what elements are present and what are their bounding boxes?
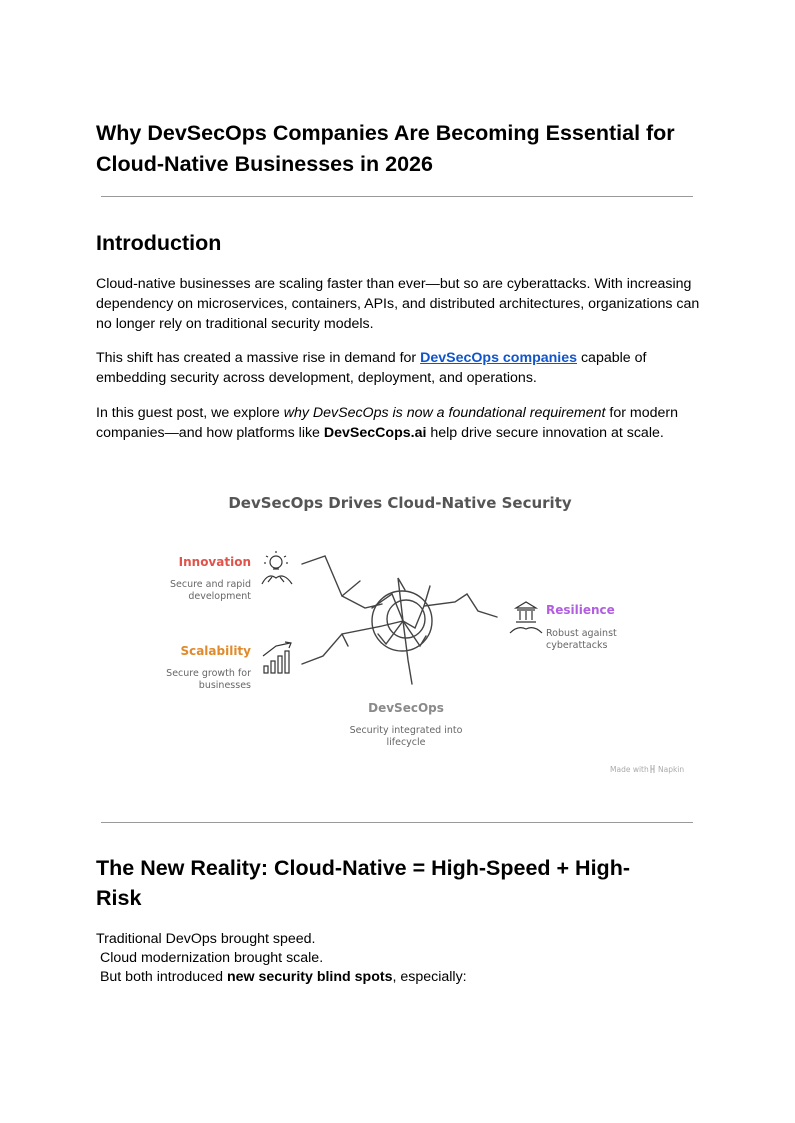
intro-paragraph-3 [96, 403, 706, 443]
blind-spots-emphasis: new security blind spots [226, 969, 393, 985]
resilience-label: Resilience [546, 603, 615, 617]
devsecops-desc-1: Security integrated into [349, 725, 463, 736]
text-line: Cloud modernization brought scale. [96, 950, 324, 966]
innovation-desc-1: Secure and rapid [169, 579, 251, 590]
intro-paragraph-2 [96, 348, 706, 388]
intro-heading: Introduction [96, 231, 222, 255]
devsecops-diagram [160, 486, 700, 786]
growth-chart-icon [263, 642, 291, 673]
devsecops-desc-2: lifecycle [386, 737, 426, 748]
diagram-title: DevSecOps Drives Cloud-Native Security [228, 494, 572, 512]
text-line-end: , especially: [392, 969, 467, 985]
intro-p3-text-end: help drive secure innovation at scale. [426, 425, 664, 441]
section-heading: The New Reality: Cloud-Native = High-Speed + High-Risk [96, 856, 630, 910]
intro-p2-text-end: capable of embedding security across development, deployment, and operations. [96, 350, 647, 386]
intro-p3-emphasis: why DevSecOps is now a foundational requirement [283, 405, 606, 421]
innovation-desc-2: development [188, 591, 251, 602]
intro-p3-text-mid: for modern companies—and how platforms like [96, 405, 679, 441]
devsecops-label: DevSecOps [368, 701, 444, 715]
devsecops-companies-link[interactable]: DevSecOps companies [420, 350, 578, 366]
napkin-brand-text: Napkin [658, 765, 685, 774]
lightbulb-icon [262, 551, 292, 584]
scalability-desc-2: businesses [198, 680, 251, 691]
resilience-desc-2: cyberattacks [546, 640, 608, 651]
made-with-text: Made with [610, 765, 649, 774]
napkin-logo-icon [651, 765, 654, 773]
horizontal-rule [101, 196, 693, 197]
resilience-desc-1: Robust against [546, 628, 617, 639]
bank-building-icon [510, 602, 542, 633]
intro-p3-text: In this guest post, we explore [96, 405, 284, 421]
scalability-label: Scalability [180, 644, 251, 658]
intro-paragraph-1: Cloud-native businesses are scaling faster than ever—but so are cyberattacks. With increasing dependency on microservices, containers, APIs, and distributed architectures, organizations can no longer rely on traditional security models. [96, 276, 700, 332]
text-line: Traditional DevOps brought speed. [96, 931, 316, 947]
section-body [96, 930, 706, 987]
text-line [96, 968, 706, 987]
devsecops-network-graphic [302, 556, 497, 684]
horizontal-rule [101, 822, 693, 823]
page-title: Why DevSecOps Companies Are Becoming Essential for Cloud-Native Businesses in 2026 [96, 121, 675, 176]
intro-p3-brand: DevSecCops.ai [323, 425, 427, 441]
innovation-label: Innovation [178, 555, 251, 569]
text-line-start: But both introduced [96, 969, 227, 985]
scalability-desc-1: Secure growth for [166, 668, 251, 679]
intro-p2-text: This shift has created a massive rise in demand for [96, 350, 421, 366]
